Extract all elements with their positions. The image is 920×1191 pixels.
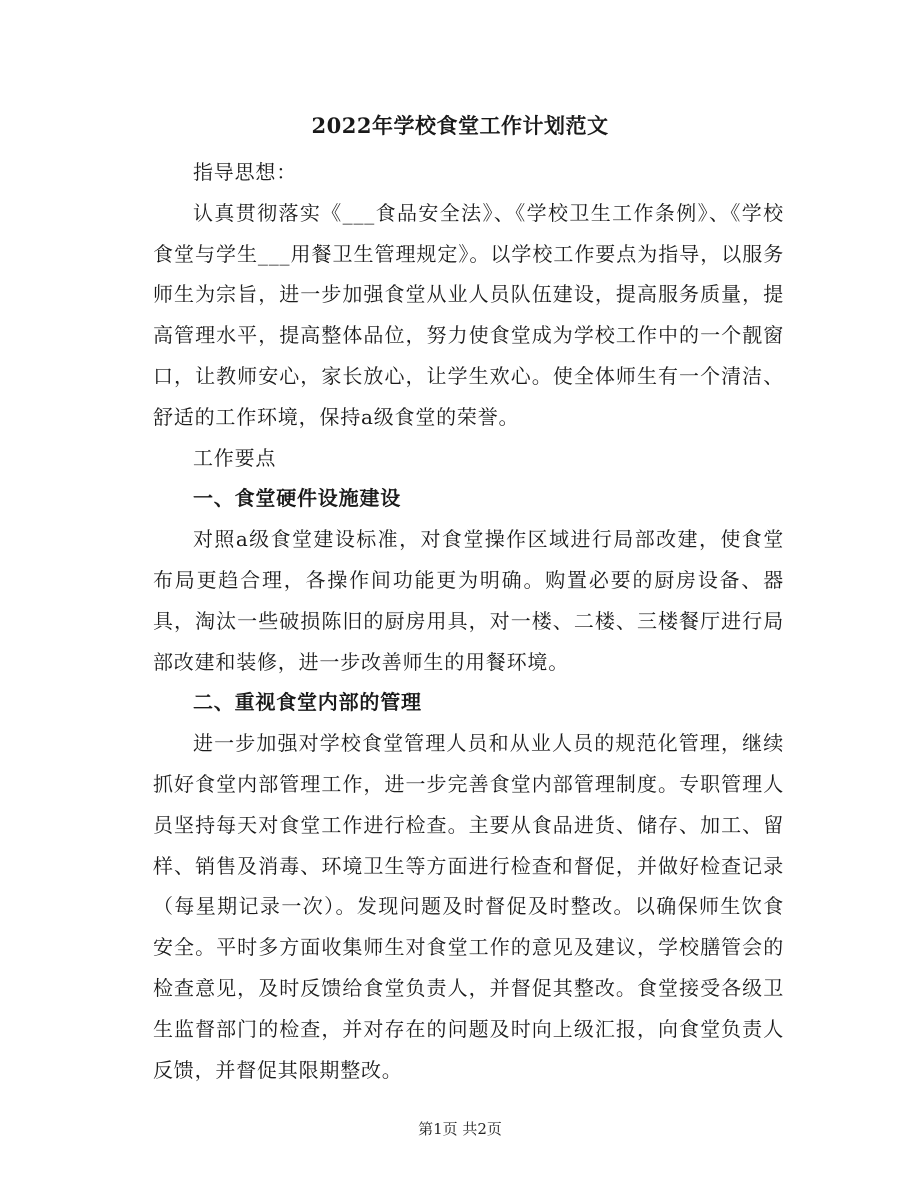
document-body <box>153 152 784 1090</box>
paragraph: 工作要点 <box>193 445 277 470</box>
page-footer: 第1页 共2页 <box>418 1120 502 1138</box>
paragraph: 认真贯彻落实《___食品安全法》、《学校卫生工作条例》、《学校食堂与学生___用餐卫生管理规定》。以学校工作要点为指导，以服务师生为宗旨，进一步加强食堂从业人员队伍建设，提高服务质量，提高管理水平，提高整体品位，努力使食堂成为学校工作中的一个靓窗口，让教师安心，家长放心，让学生欢心。使全体师生有一个清洁、舒适的工作环境，保持a级食堂的荣誉。 <box>153 200 784 429</box>
document-title: 2022年学校食堂工作计划范文 <box>311 113 609 138</box>
paragraph: 指导思想： <box>193 160 297 184</box>
paragraph: 进一步加强对学校食堂管理人员和从业人员的规范化管理，继续抓好食堂内部管理工作，进一步完善食堂内部管理制度。专职管理人员坚持每天对食堂工作进行检查。主要从食品进货、储存、加工、留样、销售及消毒、环境卫生等方面进行检查和督促，并做好检查记录（每星期记录一次）。发现问题及时督促及时整改。以确保师生饮食安全。平时多方面收集师生对食堂工作的意见及建议，学校膳管会的检查意见，及时反馈给食堂负责人，并督促其整改。食堂接受各级卫生监督部门的检查，并对存在的问题及时向上级汇报，向食堂负责人反馈，并督促其限期整改。 <box>153 731 784 1082</box>
section-heading: 二、重视食堂内部的管理 <box>193 690 422 715</box>
paragraph: 对照a级食堂建设标准，对食堂操作区域进行局部改建，使食堂布局更趋合理，各操作间功能更为明确。购置必要的厨房设备、器具，淘汰一些破损陈旧的厨房用具，对一楼、二楼、三楼餐厅进行局部改建和装修，进一步改善师生的用餐环境。 <box>153 527 784 674</box>
section-heading: 一、食堂硬件设施建设 <box>193 486 401 511</box>
